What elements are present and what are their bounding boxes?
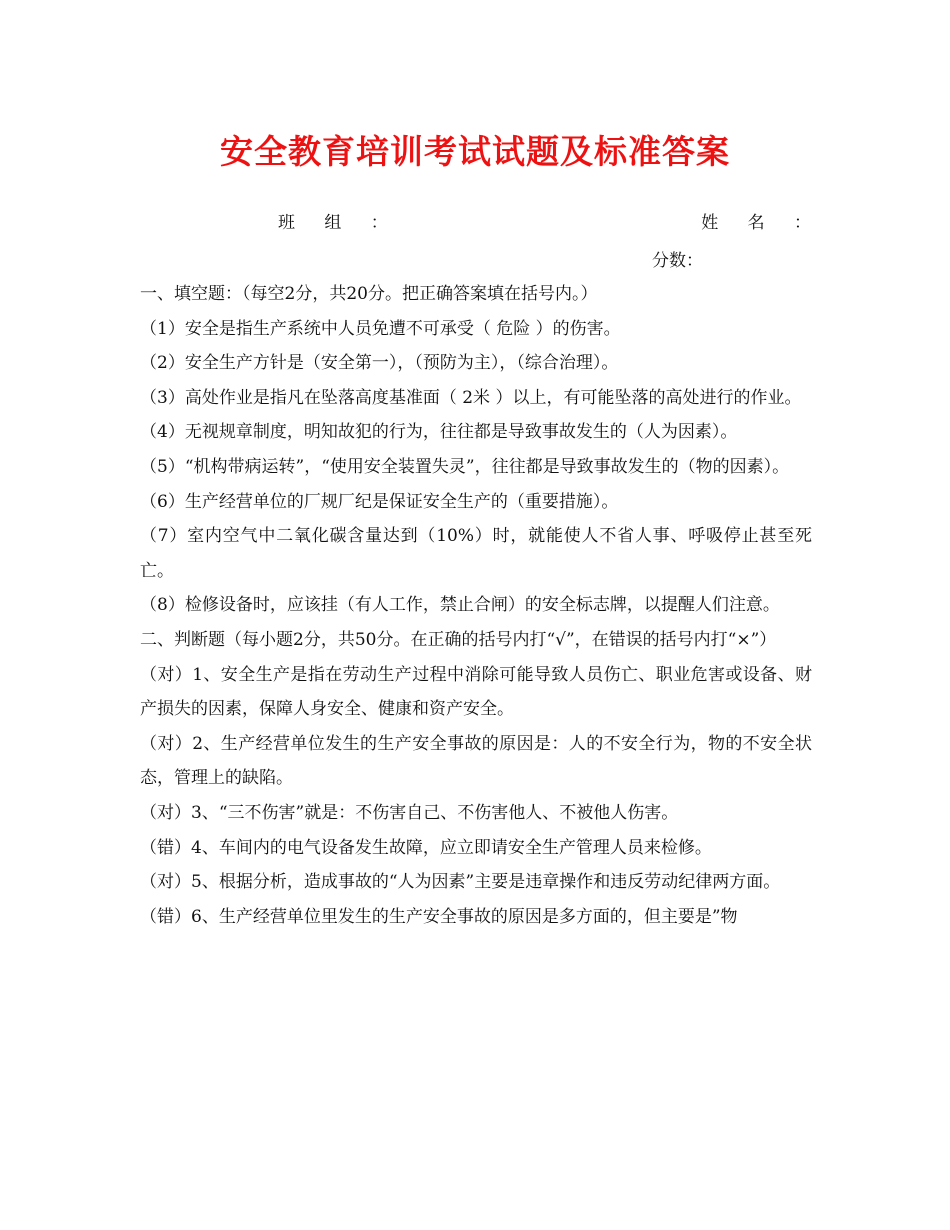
fill-blank-item: （3）高处作业是指凡在坠落高度基准面（ 2米 ）以上，有可能坠落的高处进行的作业。 [140, 387, 802, 408]
fill-blank-item: （7）室内空气中二氧化碳含量达到（10%）时，就能使人不省人事、呼吸停止甚至死亡。 [140, 526, 812, 581]
section1-heading: 一、填空题：（每空2分，共20分。把正确答案填在括号内。） [140, 284, 598, 304]
exam-body [140, 277, 812, 934]
class-label: 班 组 ： [278, 213, 400, 233]
fill-blank-item: （2）安全生产方针是（安全第一），（预防为主），（综合治理）。 [140, 353, 619, 374]
true-false-item: （对）2、生产经营单位发生的生产安全事故的原因是：人的不安全行为，物的不安全状态，管理上的缺陷。 [140, 733, 812, 789]
true-false-item: （对）1、安全生产是指在劳动生产过程中消除可能导致人员伤亡、职业危害或设备、财产损失的因素，保障人身安全、健康和资产安全。 [140, 664, 812, 720]
fill-blank-item: （1）安全是指生产系统中人员免遭不可承受（ 危险 ）的伤害。 [140, 318, 621, 339]
fill-blank-item: （6）生产经营单位的厂规厂纪是保证安全生产的（重要措施）。 [140, 491, 619, 512]
fill-blank-item: （8）检修设备时，应该挂（有人工作，禁止合闸）的安全标志牌，以提醒人们注意。 [140, 595, 780, 616]
section2-heading: 二、判断题（每小题2分，共50分。在正确的括号内打“√”，在错误的括号内打“×”） [140, 629, 777, 650]
fill-blank-item: （4）无视规章制度，明知故犯的行为，往往都是导致事故发生的（人为因素）。 [140, 422, 738, 443]
true-false-item: （错）4、车间内的电气设备发生故障，应立即请安全生产管理人员来检修。 [140, 837, 712, 858]
document-title: 安全教育培训考试试题及标准答案 [220, 132, 730, 171]
true-false-item: （错）6、生产经营单位里发生的生产安全事故的原因是多方面的，但主要是”物 [140, 906, 738, 927]
true-false-item: （对）3、“三不伤害”就是：不伤害自己、不伤害他人、不被他人伤害。 [140, 802, 679, 823]
true-false-item: （对）5、根据分析，造成事故的“人为因素”主要是违章操作和违反劳动纪律两方面。 [140, 872, 781, 893]
fill-blank-item: （5）“机构带病运转”，“使用安全装置失灵”，往往都是导致事故发生的（物的因素）。 [140, 456, 790, 477]
meta-row [278, 208, 823, 238]
name-label: 姓 名 ： [701, 213, 823, 233]
score-label: 分数： [652, 251, 703, 271]
